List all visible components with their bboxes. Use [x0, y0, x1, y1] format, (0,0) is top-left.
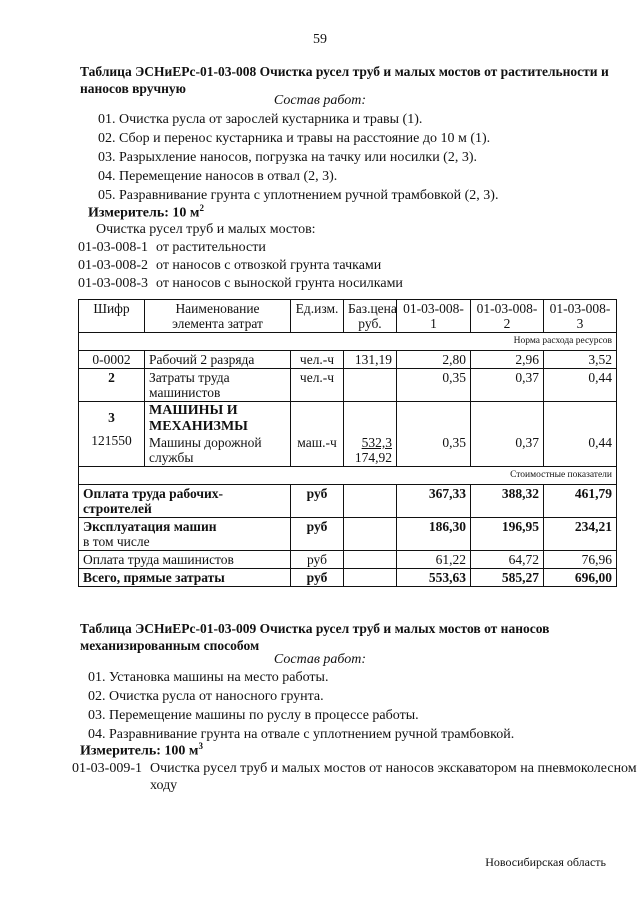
- code-label: 01-03-008-2: [78, 258, 148, 273]
- cell-value: 2,80: [397, 351, 471, 369]
- cost-price: [344, 569, 397, 587]
- cost-value: 196,95: [471, 518, 544, 551]
- cell-value: 2,96: [471, 351, 544, 369]
- resource-table: [78, 299, 617, 587]
- table-row: [79, 402, 617, 467]
- cost-value: 585,27: [471, 569, 544, 587]
- cost-row: [79, 551, 617, 569]
- cell-value: 0,37: [471, 369, 544, 402]
- cost-price: [344, 518, 397, 551]
- code-label: 01-03-009-1: [72, 761, 142, 776]
- footer-region: Новосибирская область: [485, 855, 606, 869]
- table1-title: Таблица ЭСНиЕРс-01-03-008 Очистка русел труб и малых мостов от растительности и наносов вручную: [80, 64, 609, 96]
- cost-name: Оплата труда машинистов: [79, 551, 291, 569]
- table1-step: 04. Перемещение наносов в отвал (2, 3).: [98, 169, 338, 184]
- cost-name: Оплата труда рабочих-строителей: [79, 485, 291, 518]
- table1-step: 01. Очистка русла от зарослей кустарника и травы (1).: [98, 112, 423, 127]
- cost-value: 553,63: [397, 569, 471, 587]
- cell-value: 0,37: [471, 402, 544, 467]
- page-number: 59: [313, 32, 327, 47]
- price-top: 532,3: [361, 435, 392, 450]
- cell-code: 2: [79, 369, 145, 402]
- cell-value: 0,44: [544, 369, 617, 402]
- table2-step: 03. Перемещение машины по руслу в процессе работы.: [88, 708, 419, 723]
- table2-title: Таблица ЭСНиЕРс-01-03-009 Очистка русел труб и малых мостов от наносов механизированным способом: [80, 621, 550, 653]
- cost-value: 388,32: [471, 485, 544, 518]
- cell-name: [145, 402, 291, 467]
- cost-unit: руб: [291, 551, 344, 569]
- cost-unit: руб: [291, 518, 344, 551]
- table1-step: 05. Разравнивание грунта с уплотнением ручной трамбовкой (2, 3).: [98, 188, 499, 203]
- norm-label: Норма расхода ресурсов: [79, 333, 617, 351]
- code-description: от наносов с отвозкой грунта тачками: [156, 258, 382, 273]
- cell-unit: чел.-ч: [291, 351, 344, 369]
- cost-name: [79, 518, 291, 551]
- cost-unit: руб: [291, 569, 344, 587]
- cost-value: 696,00: [544, 569, 617, 587]
- table2-meter: Измеритель: 100 $м^3$: [80, 741, 203, 759]
- cell-price: [344, 369, 397, 402]
- cell-unit: маш.-ч: [291, 402, 344, 467]
- cost-row: [79, 518, 617, 551]
- cell-code: 0-0002: [79, 351, 145, 369]
- code-label: 01-03-008-1: [78, 240, 148, 255]
- header-cell: Наименование элемента затрат: [145, 300, 291, 333]
- machine-code: 121550: [91, 433, 132, 448]
- table1-composition-heading: Состав работ:: [273, 93, 367, 108]
- norm-label-row: [79, 333, 617, 351]
- table2-step: 02. Очистка русла от наносного грунта.: [88, 689, 324, 704]
- cost-value: 186,30: [397, 518, 471, 551]
- cost-value: 64,72: [471, 551, 544, 569]
- cost-price: [344, 551, 397, 569]
- header-cell: Баз.цена руб.: [344, 300, 397, 333]
- cost-value: 461,79: [544, 485, 617, 518]
- machine-name: Машины дорожной службы: [149, 435, 262, 465]
- cost-name: Всего, прямые затраты: [79, 569, 291, 587]
- header-cell: Шифр: [79, 300, 145, 333]
- code-description-cont: ходу: [150, 778, 178, 793]
- cost-value: 76,96: [544, 551, 617, 569]
- table2-composition-heading: Состав работ:: [273, 652, 367, 667]
- cost-row-total: [79, 569, 617, 587]
- cell-unit: чел.-ч: [291, 369, 344, 402]
- code-description: от растительности: [156, 240, 266, 255]
- header-cell: 01-03-008-1: [397, 300, 471, 333]
- table1-intro: Очистка русел труб и малых мостов:: [96, 222, 316, 237]
- group-code: 3: [108, 410, 115, 425]
- cell-price: [344, 402, 397, 467]
- group-name: МАШИНЫ И МЕХАНИЗМЫ: [149, 403, 248, 434]
- cell-name: Рабочий 2 разряда: [145, 351, 291, 369]
- header-cell: 01-03-008-3: [544, 300, 617, 333]
- code-label: 01-03-008-3: [78, 276, 148, 291]
- cost-label: Стоимостные показатели: [79, 467, 617, 485]
- cost-row: [79, 485, 617, 518]
- cost-label-row: [79, 467, 617, 485]
- table-header-row: [79, 300, 617, 333]
- cost-value: 234,21: [544, 518, 617, 551]
- cost-including: в том числе: [83, 534, 150, 549]
- cost-value: 367,33: [397, 485, 471, 518]
- header-cell: Ед.изм.: [291, 300, 344, 333]
- cell-name: Затраты труда машинистов: [145, 369, 291, 402]
- code-description: Очистка русел труб и малых мостов от наносов экскаватором на пневмоколесном: [150, 761, 637, 776]
- cost-unit: руб: [291, 485, 344, 518]
- cost-price: [344, 485, 397, 518]
- cell-value: 3,52: [544, 351, 617, 369]
- table1-step: 02. Сбор и перенос кустарника и травы на расстояние до 10 м (1).: [98, 131, 491, 146]
- cell-value: 0,35: [397, 369, 471, 402]
- header-cell: 01-03-008-2: [471, 300, 544, 333]
- cell-value: 0,44: [544, 402, 617, 467]
- table2-step: 01. Установка машины на место работы.: [88, 670, 329, 685]
- table1-step: 03. Разрыхление наносов, погрузка на тачку или носилки (2, 3).: [98, 150, 478, 165]
- table-row: [79, 351, 617, 369]
- cost-value: 61,22: [397, 551, 471, 569]
- table1-meter: Измеритель: 10 $м^2$: [88, 203, 204, 221]
- price-bottom: 174,92: [354, 450, 392, 465]
- cost-name-main: Эксплуатация машин: [83, 519, 217, 534]
- cell-price: 131,19: [344, 351, 397, 369]
- code-description: от наносов с выноской грунта носилками: [156, 276, 403, 291]
- cell-code: [79, 402, 145, 467]
- table-row: [79, 369, 617, 402]
- cell-value: 0,35: [397, 402, 471, 467]
- table2-step: 04. Разравнивание грунта на отвале с уплотнением ручной трамбовкой.: [88, 727, 515, 742]
